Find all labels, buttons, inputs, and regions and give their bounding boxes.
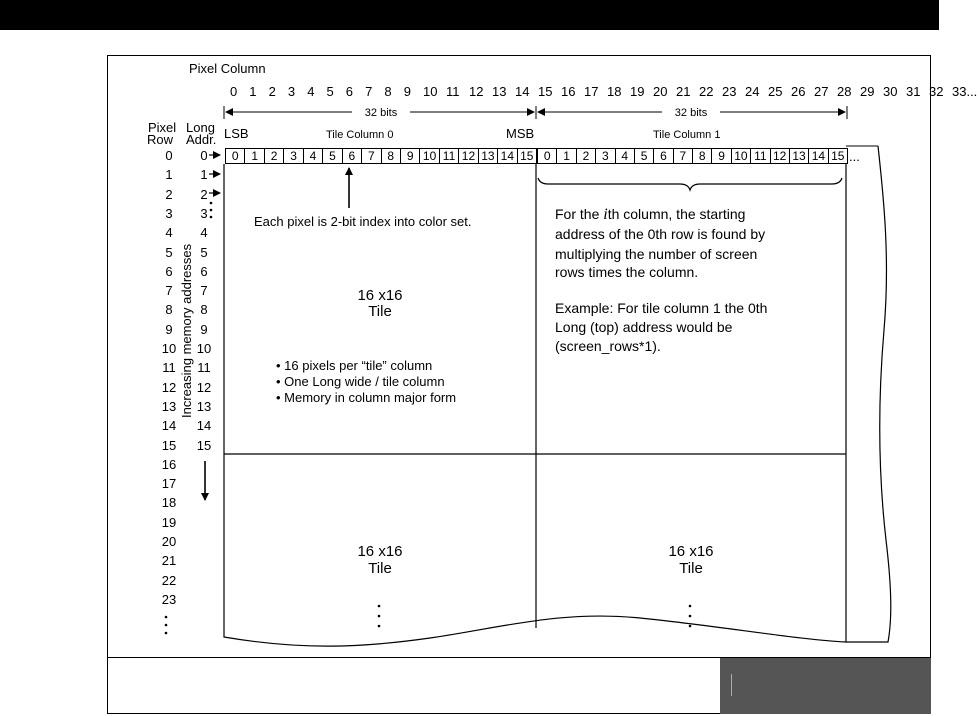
pixel-cell: 0 [537,148,557,164]
long-address-number: 9 [200,321,208,337]
long-address-number: 3 [200,205,208,221]
pixel-cell: 8 [381,148,401,164]
pixel-index-note: Each pixel is 2-bit index into color set. [254,214,472,229]
pixel-row-number: 17 [161,476,177,492]
pixel-cell: 11 [750,148,770,164]
pixel-column-number: 10 [423,84,438,99]
long-address-number: 13 [196,398,212,414]
column-note-line2: address of the 0th row is found by [555,226,766,242]
bottom-left-tile-line1: 16 x16 [357,543,403,560]
pixel-row-number: 8 [165,302,173,318]
pixel-row-number: 0 [165,148,173,163]
pixel-column-number: 9 [403,84,411,99]
pixel-column-number: 21 [676,84,691,99]
long-address-number: 10 [196,341,212,356]
pixel-column-number: 14 [515,84,530,99]
pixel-cell: 1 [244,148,264,164]
pixel-row-number: 16 [161,456,177,472]
long-address-number: 1 [200,167,208,183]
pixel-column-number: 18 [607,84,622,99]
pixel-cell: 15 [828,148,848,164]
lsb-label: LSB [224,126,249,141]
pixel-cell: 8 [692,148,712,164]
example-line3: (screen_rows*1). [555,338,661,354]
pixel-cell: 14 [808,148,828,164]
pixel-row-number: 15 [161,437,177,453]
pixel-row-number: 7 [165,283,173,299]
pixel-cell: 2 [576,148,596,164]
pixel-row-number: 19 [161,514,177,530]
pixel-column-number: 2 [268,84,276,99]
pixel-row-number: 12 [161,379,177,395]
pixel-column-number: 26 [791,84,806,99]
pixel-row-number: 14 [161,418,177,434]
pixel-row-number: 1 [165,167,173,183]
pixel-cell: 6 [342,148,362,164]
pixel-cell: 5 [634,148,654,164]
pixel-row-number: 11 [162,360,176,376]
pixel-cell: 1 [556,148,576,164]
pixel-column-number: 32 [929,84,944,99]
pixel-column-number: 12 [469,84,484,99]
pixel-row-number: 23 [161,591,177,607]
long-address-number: 15 [196,437,212,453]
pixel-column-number: 28 [837,84,852,99]
addr-label: Addr. [186,132,217,147]
pixel-column-number: 25 [768,84,783,99]
long-label: Long [186,120,215,135]
pixel-column-number: 11 [446,84,460,99]
pixel-row-number: 5 [165,244,173,260]
long-address-number: 8 [200,302,208,318]
cells-ellipsis: ... [849,149,860,164]
pixel-column-number: 33... [952,84,977,99]
bottom-right-tile-line2: Tile [679,560,703,577]
long-address-number: 5 [200,244,208,260]
pixel-column-number: 22 [699,84,714,99]
pixel-cell: 14 [497,148,517,164]
pixel-cell: 11 [439,148,459,164]
pixel-column-number: 17 [584,84,599,99]
pixel-cell: 10 [731,148,751,164]
long-address-number: 4 [200,225,208,241]
pixel-column-number: 8 [384,84,392,99]
msb-label: MSB [506,126,535,141]
pixel-cell: 5 [322,148,342,164]
pixel-cell: 0 [225,148,245,164]
pixel-cell: 10 [419,148,439,164]
pixel-column-number: 16 [561,84,576,99]
pixel-cell: 13 [478,148,498,164]
pixel-cell: 3 [283,148,303,164]
row-label: Row [147,132,174,147]
column-note-line1: For the ith column, the starting [555,206,746,223]
pixel-cell: 4 [303,148,323,164]
pixel-column-number: 4 [307,84,315,99]
long-address-number: 7 [200,283,208,299]
pixel-row-number: 3 [165,205,173,221]
long-address-number: 2 [200,186,208,202]
memory-axis-label: Increasing memory addresses [179,243,194,418]
pixel-row-number: 20 [161,534,177,549]
pixel-row-number: 6 [165,263,173,279]
bullet-item: • 16 pixels per “tile” column [276,358,433,373]
pixel-row-number: 2 [165,186,173,202]
pixel-column-number: 31 [906,84,921,99]
long-address-number: 11 [197,360,211,376]
pixel-column-number: 24 [745,84,760,99]
pixel-row-number: 10 [161,341,177,356]
pixel-column-number: 3 [287,84,296,99]
bullet-item: • Memory in column major form [276,390,457,405]
long-address-number: 0 [200,148,208,163]
pixel-column-number: 19 [630,84,645,99]
bottom-left-tile-line2: Tile [368,560,392,577]
pixel-cell: 6 [653,148,673,164]
pixel-cell: 13 [789,148,809,164]
example-line1: Example: For tile column 1 the 0th [555,300,768,316]
tile-column-1-label: Tile Column 1 [653,129,721,141]
example-line2: Long (top) address would be [555,319,733,335]
pixel-row-number: 4 [165,225,173,241]
pixel-cell: 12 [458,148,478,164]
pixel-column-number: 15 [538,84,553,99]
pixel-cell: 9 [711,148,731,164]
pixel-cell: 12 [770,148,790,164]
pixel-cell: 4 [615,148,635,164]
pixel-column-number: 1 [249,84,257,99]
pixel-column-number: 20 [653,84,668,99]
pixel-cell: 7 [361,148,381,164]
bits-label-left: 32 bits [364,107,398,119]
bottom-right-tile-line1: 16 x16 [668,543,714,560]
pixel-column-label: Pixel Column [189,61,266,76]
pixel-cell: 9 [400,148,420,164]
pixel-row-number: 13 [161,398,177,414]
pixel-row-number: 21 [161,553,177,569]
pixel-column-number: 0 [230,84,238,99]
tile-column-0-label: Tile Column 0 [326,129,394,141]
pixel-row-number: 18 [161,495,177,511]
pixel-row-label: Pixel [148,120,177,135]
pixel-column-number: 29 [860,84,875,99]
pixel-column-number: 13 [492,84,507,99]
pixel-column-number: 30 [883,84,898,99]
pixel-column-number: 5 [326,84,334,99]
long-address-number: 6 [200,263,208,279]
pixel-column-number: 7 [365,84,373,99]
tile-label-line1: 16 x16 [357,287,403,304]
tile-label-line2: Tile [368,303,392,320]
pixel-cell: 15 [517,148,537,164]
pixel-column-number: 6 [345,84,354,99]
pixel-cell: 2 [264,148,284,164]
pixel-column-number: 27 [814,84,829,99]
pixel-row-number: 9 [165,321,173,337]
bullet-item: • One Long wide / tile column [276,374,445,389]
pixel-row-number: 22 [161,572,177,588]
pixel-column-number: 23 [722,84,737,99]
long-address-number: 12 [196,379,212,395]
column-note-line3: multiplying the number of screen [555,246,758,262]
long-address-number: 14 [196,418,212,434]
pixel-cell: 3 [595,148,615,164]
bits-label-right: 32 bits [674,107,708,119]
column-note-line4: rows times the column. [555,264,699,280]
pixel-cell: 7 [673,148,693,164]
